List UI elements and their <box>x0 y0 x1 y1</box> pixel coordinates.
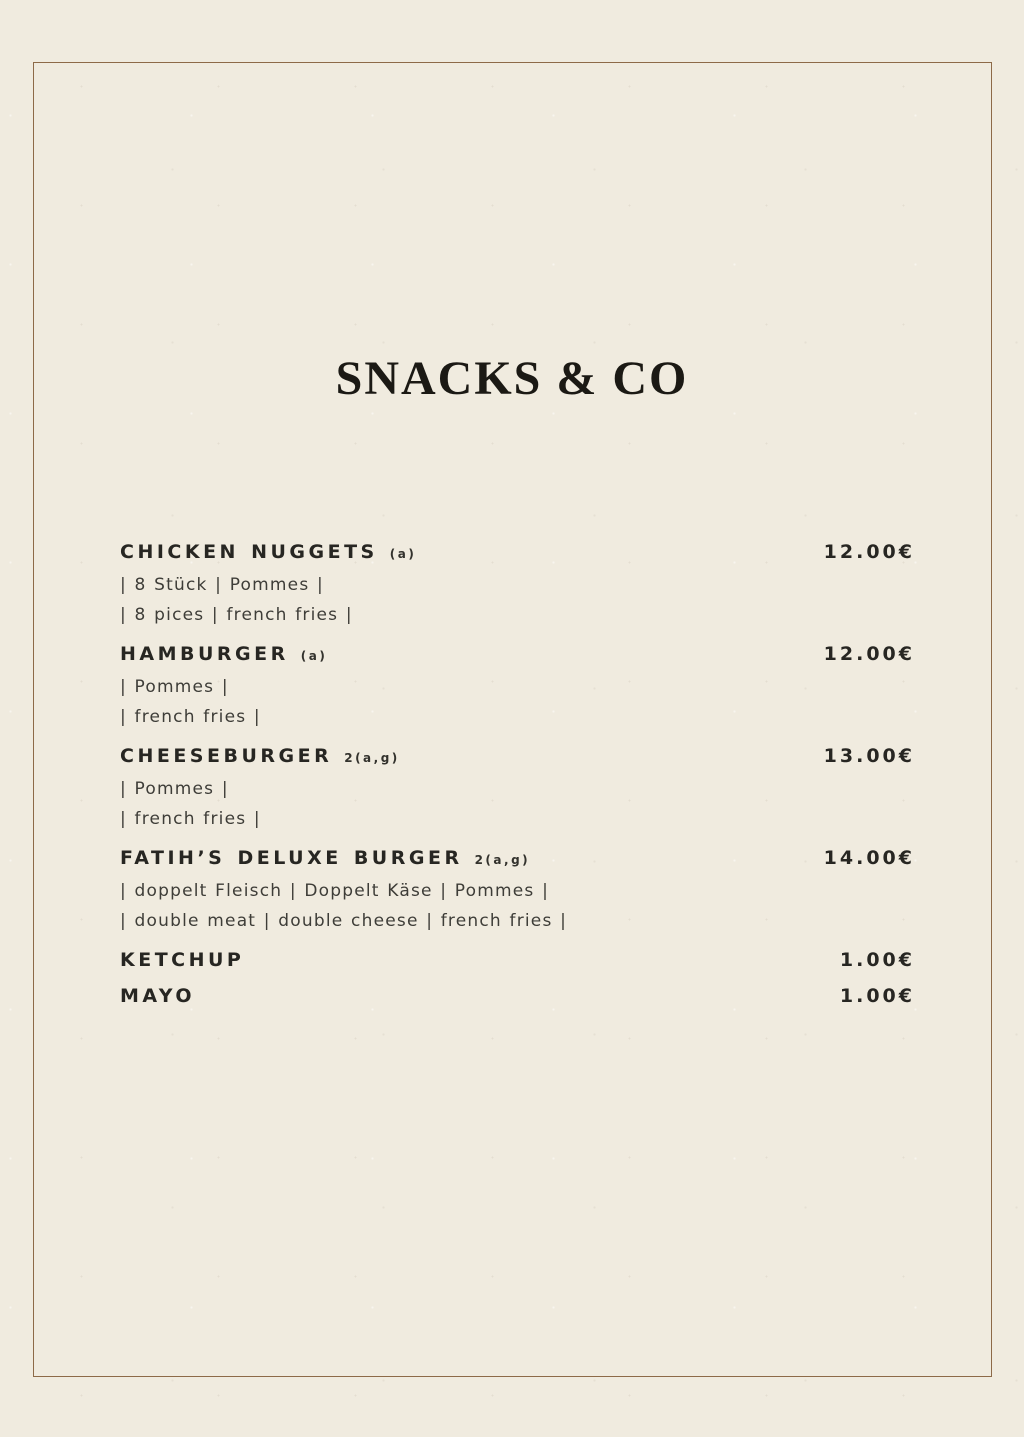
item-name: FATIH’S DELUXE BURGER <box>120 847 463 869</box>
item-price: 14.00€ <box>823 847 915 869</box>
item-header <box>120 541 915 565</box>
item-name: KETCHUP <box>120 949 245 971</box>
allergen-code: 2(a,g) <box>344 751 400 765</box>
item-descriptions <box>120 774 915 834</box>
item-price: 12.00€ <box>823 541 915 563</box>
menu-item-hamburger <box>120 643 915 732</box>
item-description-de: | Pommes | <box>120 677 229 697</box>
item-name-group <box>120 643 327 667</box>
item-name: CHICKEN NUGGETS <box>120 541 378 563</box>
item-name-group <box>120 541 416 565</box>
item-header <box>120 949 915 972</box>
item-header <box>120 847 915 871</box>
item-price: 1.00€ <box>839 985 915 1007</box>
item-header <box>120 985 915 1008</box>
item-descriptions <box>120 570 915 630</box>
item-header <box>120 643 915 667</box>
item-description-en: | 8 pices | french fries | <box>120 605 353 625</box>
item-name-group <box>120 847 530 871</box>
page-title: SNACKS & CO <box>335 352 689 405</box>
menu-list <box>120 541 915 1021</box>
item-price: 12.00€ <box>823 643 915 665</box>
item-header <box>120 745 915 769</box>
item-price: 13.00€ <box>823 745 915 767</box>
item-descriptions <box>120 876 915 936</box>
item-name: CHEESEBURGER <box>120 745 333 767</box>
menu-item-cheeseburger <box>120 745 915 834</box>
item-description-en: | french fries | <box>120 707 261 727</box>
item-description-en: | double meat | double cheese | french fries | <box>120 911 568 931</box>
item-name: MAYO <box>120 985 196 1007</box>
item-name: HAMBURGER <box>120 643 289 665</box>
menu-item-fatihs-deluxe-burger <box>120 847 915 936</box>
item-description-de: | Pommes | <box>120 779 229 799</box>
menu-item-ketchup <box>120 949 915 972</box>
item-description-en: | french fries | <box>120 809 261 829</box>
item-description-de: | 8 Stück | Pommes | <box>120 575 324 595</box>
allergen-code: (a) <box>300 649 328 663</box>
allergen-code: 2(a,g) <box>474 853 531 867</box>
allergen-code: (a) <box>389 547 417 561</box>
item-price: 1.00€ <box>839 949 915 971</box>
item-descriptions <box>120 672 915 732</box>
item-name-group <box>120 985 195 1008</box>
menu-item-chicken-nuggets <box>120 541 915 630</box>
menu-item-mayo <box>120 985 915 1008</box>
item-name-group <box>120 949 244 972</box>
item-name-group <box>120 745 400 769</box>
item-description-de: | doppelt Fleisch | Doppelt Käse | Pommes | <box>120 881 550 901</box>
